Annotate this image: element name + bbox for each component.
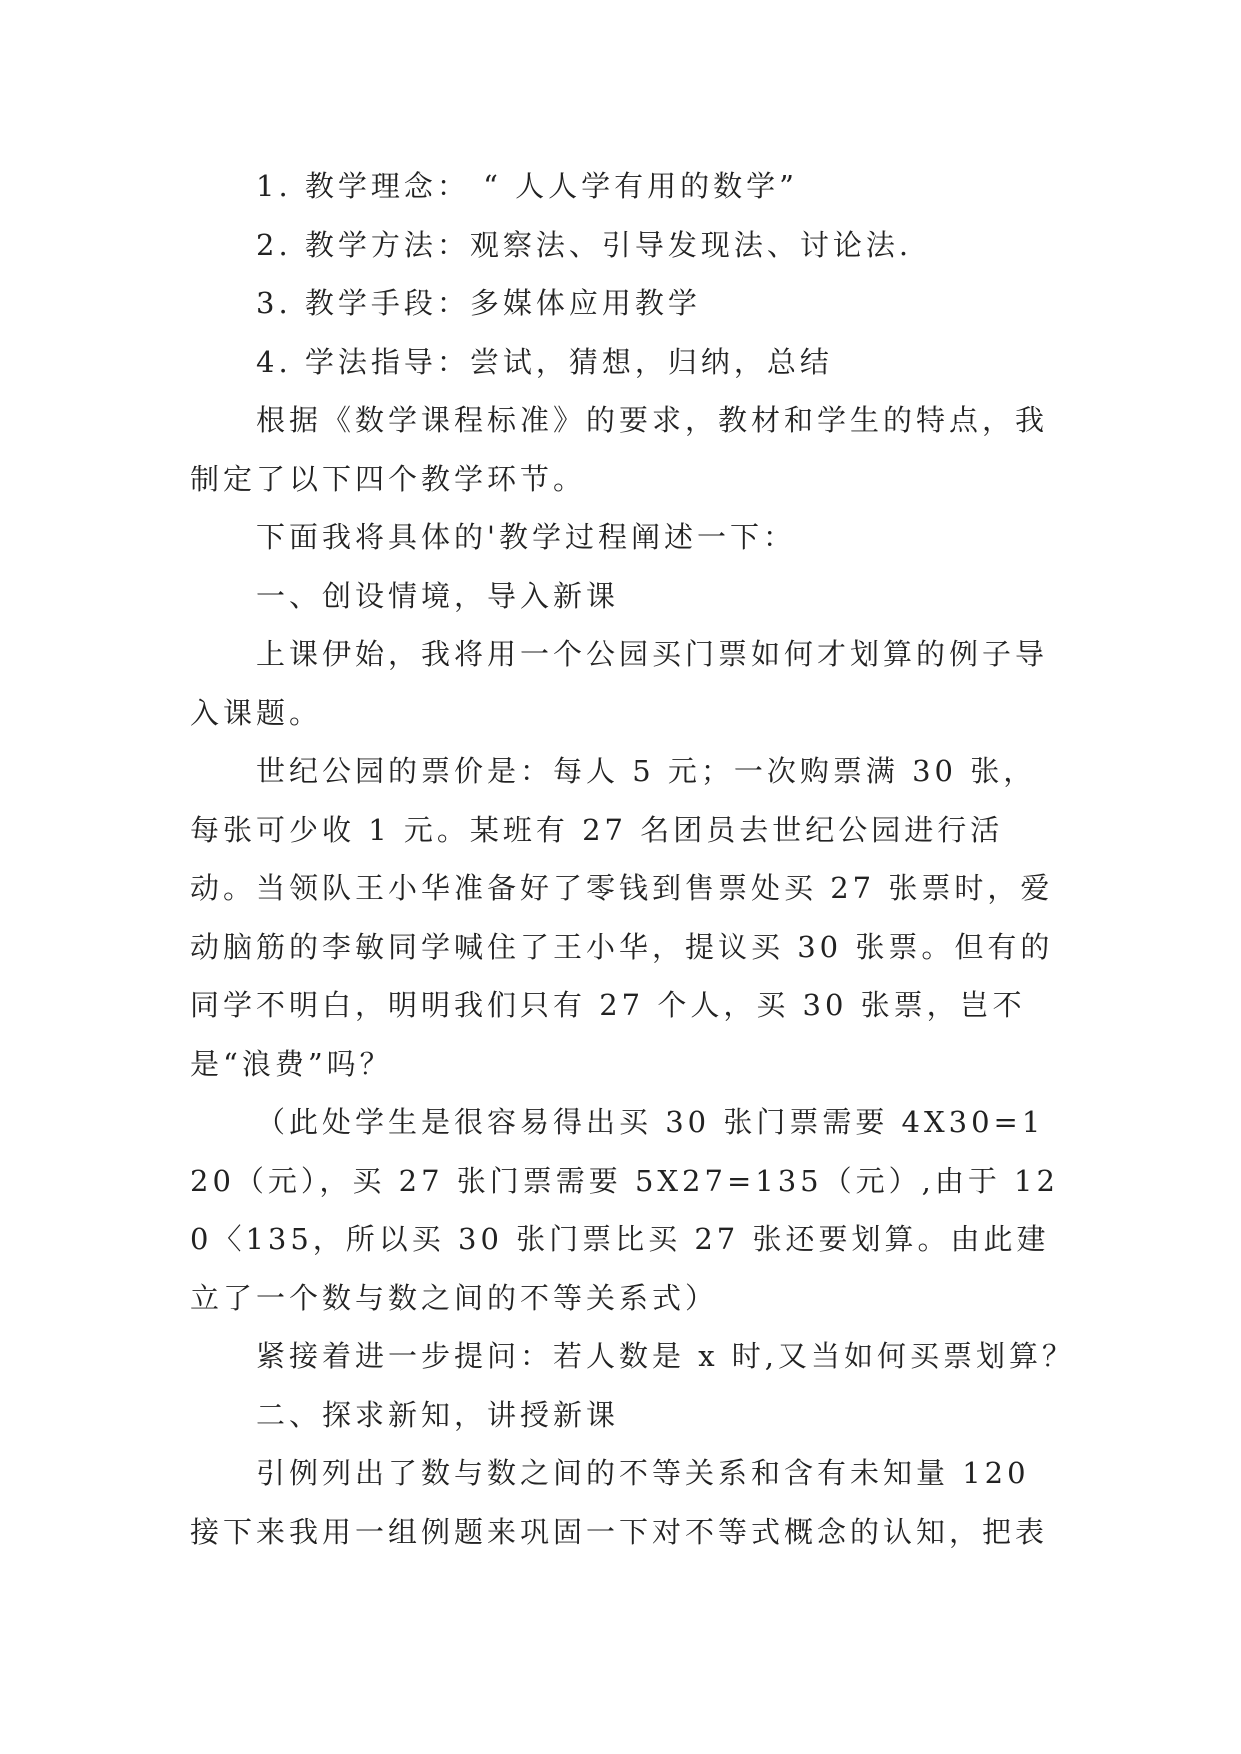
paragraph-example-intro: 引例列出了数与数之间的不等关系和含有未知量 120 接下来我用一组例题来巩固一下对不等式概念的认知，把表 — [190, 1456, 1049, 1549]
paragraph-ticket-calculation: （此处学生是很容易得出买 30 张门票需要 4X30=120（元），买 27 张门票需要 5X27=135（元）,由于 120〈135，所以买 30 张门票比买 27 张还要划算。由此建立了一个数与数之间的不等关系式） — [190, 1105, 1059, 1315]
paragraph-lesson-opening: 上课伊始，我将用一个公园买门票如何才划算的例子导入课题。 — [190, 637, 1049, 730]
section-heading-2: 二、探求新知，讲授新课 — [256, 1397, 620, 1432]
paragraph-curriculum-standard: 根据《数学课程标准》的要求，教材和学生的特点，我制定了以下四个教学环节。 — [190, 403, 1049, 496]
paragraph-ticket-problem: 世纪公园的票价是：每人 5 元；一次购票满 30 张，每张可少收 1 元。某班有 27 名团员去世纪公园进行活动。当领队王小华准备好了零钱到售票处买 27 张票时，爱动脑筋的李敏同学喊住了王小华，提议买 30 张票。但有的同学不明白，明明我们只有 27 个人，买 30 张票，岂不是“浪费”吗？ — [190, 754, 1054, 1081]
paragraph-study-guidance: 4. 学法指导：尝试，猜想，归纳，总结 — [256, 344, 833, 379]
paragraph-process-intro: 下面我将具体的'教学过程阐述一下： — [256, 520, 796, 554]
section-heading-1: 一、创设情境，导入新课 — [256, 578, 620, 613]
document-body — [190, 157, 1076, 1561]
paragraph-teaching-concept: 1. 教学理念： “ 人人学有用的数学” — [256, 169, 798, 203]
paragraph-teaching-means: 3. 教学手段：多媒体应用教学 — [256, 286, 701, 320]
paragraph-follow-up-question: 紧接着进一步提问：若人数是 x 时,又当如何买票划算？ — [256, 1339, 1076, 1373]
paragraph-teaching-method: 2. 教学方法：观察法、引导发现法、讨论法. — [256, 227, 913, 262]
